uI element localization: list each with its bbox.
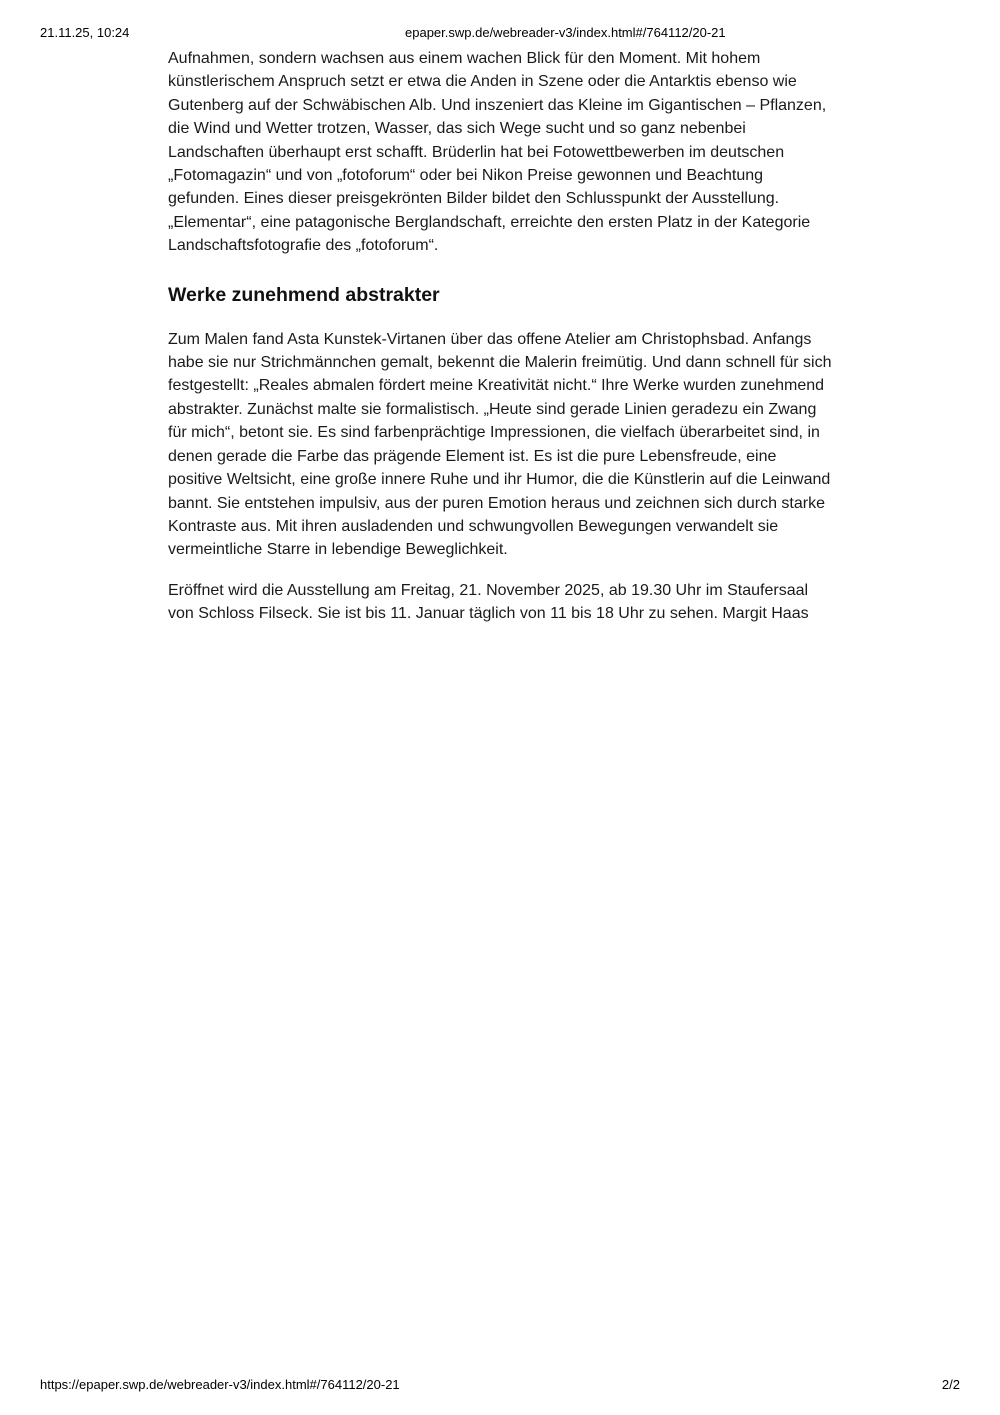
article-paragraph: Aufnahmen, sondern wachsen aus einem wachen Blick für den Moment. Mit hohem künstlerischem Anspruch setzt er etwa die Anden in Szene oder die Antarktis ebenso wie Gutenberg auf der Schwäbischen Alb. Und inszeniert das Kleine im Gigantischen – Pflanzen, die Wind und Wetter trotzen, Wasser, das sich Wege sucht und so ganz nebenbei Landschaften überhaupt erst schafft. Brüderlin hat bei Fotowettbewerben im deutschen „Fotomagazin“ und von „fotoforum“ oder bei Nikon Preise gewonnen und Beachtung gefunden. Eines dieser preisgekrönten Bilder bildet den Schlusspunkt der Ausstellung. „Elementar“, eine patagonische Berglandschaft, erreichte den ersten Platz in der Kategorie Landschaftsfotografie des „fotoforum“. [168, 50, 827, 255]
article-body [168, 47, 833, 626]
print-header-datetime: 21.11.25, 10:24 [40, 25, 130, 40]
article-paragraph: Zum Malen fand Asta Kunstek-Virtanen über das offene Atelier am Christophsbad. Anfangs habe sie nur Strichmännchen gemalt, bekennt die Malerin freimütig. Und dann schnell für sich festgestellt: „Reales abmalen fördert meine Kreativität nicht.“ Ihre Werke wurden zunehmend abstrakter. Zunächst malte sie formalistisch. „Heute sind gerade Linien geradezu ein Zwang für mich“, betont sie. Es sind farbenprächtige Impressionen, die vielfach überarbeitet sind, in denen gerade die Farbe das prägende Element ist. Es ist die pure Lebensfreude, eine positive Weltsicht, eine große innere Ruhe und ihr Humor, die die Künstlerin auf die Leinwand bannt. Sie entstehen impulsiv, aus der puren Emotion heraus und zeichnen sich durch starke Kontraste aus. Mit ihren ausladenden und schwungvollen Bewegungen verwandelt sie vermeintliche Starre in lebendige Beweglichkeit. [168, 330, 832, 559]
print-footer-url: https://epaper.swp.de/webreader-v3/index.html#/764112/20-21 [40, 1377, 400, 1392]
print-header-url: epaper.swp.de/webreader-v3/index.html#/764112/20-21 [405, 25, 726, 40]
article-subheading: Werke zunehmend abstrakter [168, 283, 440, 306]
article-paragraph: Eröffnet wird die Ausstellung am Freitag, 21. November 2025, ab 19.30 Uhr im Staufersaal von Schloss Filseck. Sie ist bis 11. Januar täglich von 11 bis 18 Uhr zu sehen. Margit Haas [168, 581, 809, 623]
print-footer-page-number: 2/2 [941, 1377, 960, 1392]
